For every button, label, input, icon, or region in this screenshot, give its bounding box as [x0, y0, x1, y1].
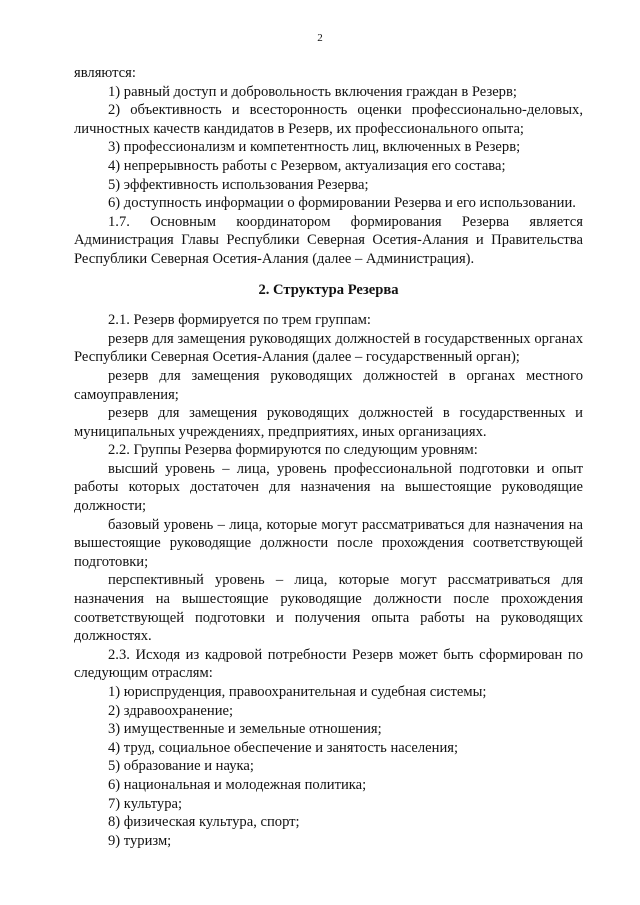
branch-item: 4) труд, социальное обеспечение и занятость населения;: [108, 739, 459, 756]
reserve-level-item: высший уровень – лица, уровень профессиональной подготовки и опыт работы которых достаточен для назначения на вышестоящие руководящие должности;: [74, 460, 583, 515]
principle-item: 5) эффективность использования Резерва;: [108, 176, 369, 193]
document-body: [74, 64, 583, 850]
branch-item: 1) юриспруденция, правоохранительная и судебная системы;: [108, 684, 487, 700]
page-number: 2: [317, 32, 323, 44]
reserve-level-item: базовый уровень – лица, которые могут рассматриваться для назначения на вышестоящие руководящие должности после прохождения соответствующей подготовки;: [74, 516, 583, 570]
reserve-group-item: резерв для замещения руководящих должностей в государственных и муниципальных учреждениях, предприятиях, иных организациях.: [74, 405, 583, 440]
branch-item: 3) имущественные и земельные отношения;: [108, 721, 382, 738]
section-heading: 2. Структура Резерва: [258, 281, 399, 298]
branch-item: 6) национальная и молодежная политика;: [108, 776, 367, 793]
reserve-group-item: резерв для замещения руководящих должностей в органах местного самоуправления;: [74, 367, 583, 403]
paragraph-1-7: 1.7. Основным координатором формирования Резерва является Администрация Главы Республики Северная Осетия-Алания и Правительства Республики Северная Осетия-Алания (далее – Администрация).: [74, 213, 583, 267]
branch-item: 8) физическая культура, спорт;: [108, 814, 300, 831]
reserve-level-item: перспективный уровень – лица, которые могут рассматриваться для назначения на вышестоящие руководящие должности после прохождения соответствующей подготовки и получения опыта работы на руководящих должностях.: [74, 572, 583, 645]
paragraph-2-1: 2.1. Резерв формируется по трем группам:: [108, 312, 371, 329]
principle-item: 4) непрерывность работы с Резервом, актуализация его состава;: [108, 157, 506, 174]
branch-item: 2) здравоохранение;: [108, 702, 234, 719]
paragraph-2-2: 2.2. Группы Резерва формируются по следующим уровням:: [108, 442, 478, 459]
principle-item: 2) объективность и всесторонность оценки профессионально-деловых, личностных качеств кандидатов в Резерв, их профессионального опыта;: [74, 102, 583, 137]
paragraph-2-3: 2.3. Исходя из кадровой потребности Резерв может быть сформирован по следующим отраслям:: [74, 646, 583, 682]
paragraph: являются:: [74, 65, 136, 81]
reserve-group-item: резерв для замещения руководящих должностей в государственных органах Республики Северная Осетия-Алания (далее – государственный орган);: [74, 330, 583, 366]
principle-item: 3) профессионализм и компетентность лиц, включенных в Резерв;: [108, 139, 521, 156]
branch-item: 9) туризм;: [108, 832, 172, 849]
principle-item: 1) равный доступ и добровольность включения граждан в Резерв;: [108, 83, 517, 100]
principle-item: 6) доступность информации о формировании Резерва и его использовании.: [108, 195, 576, 212]
branch-item: 5) образование и наука;: [108, 758, 254, 775]
branch-item: 7) культура;: [108, 795, 183, 812]
